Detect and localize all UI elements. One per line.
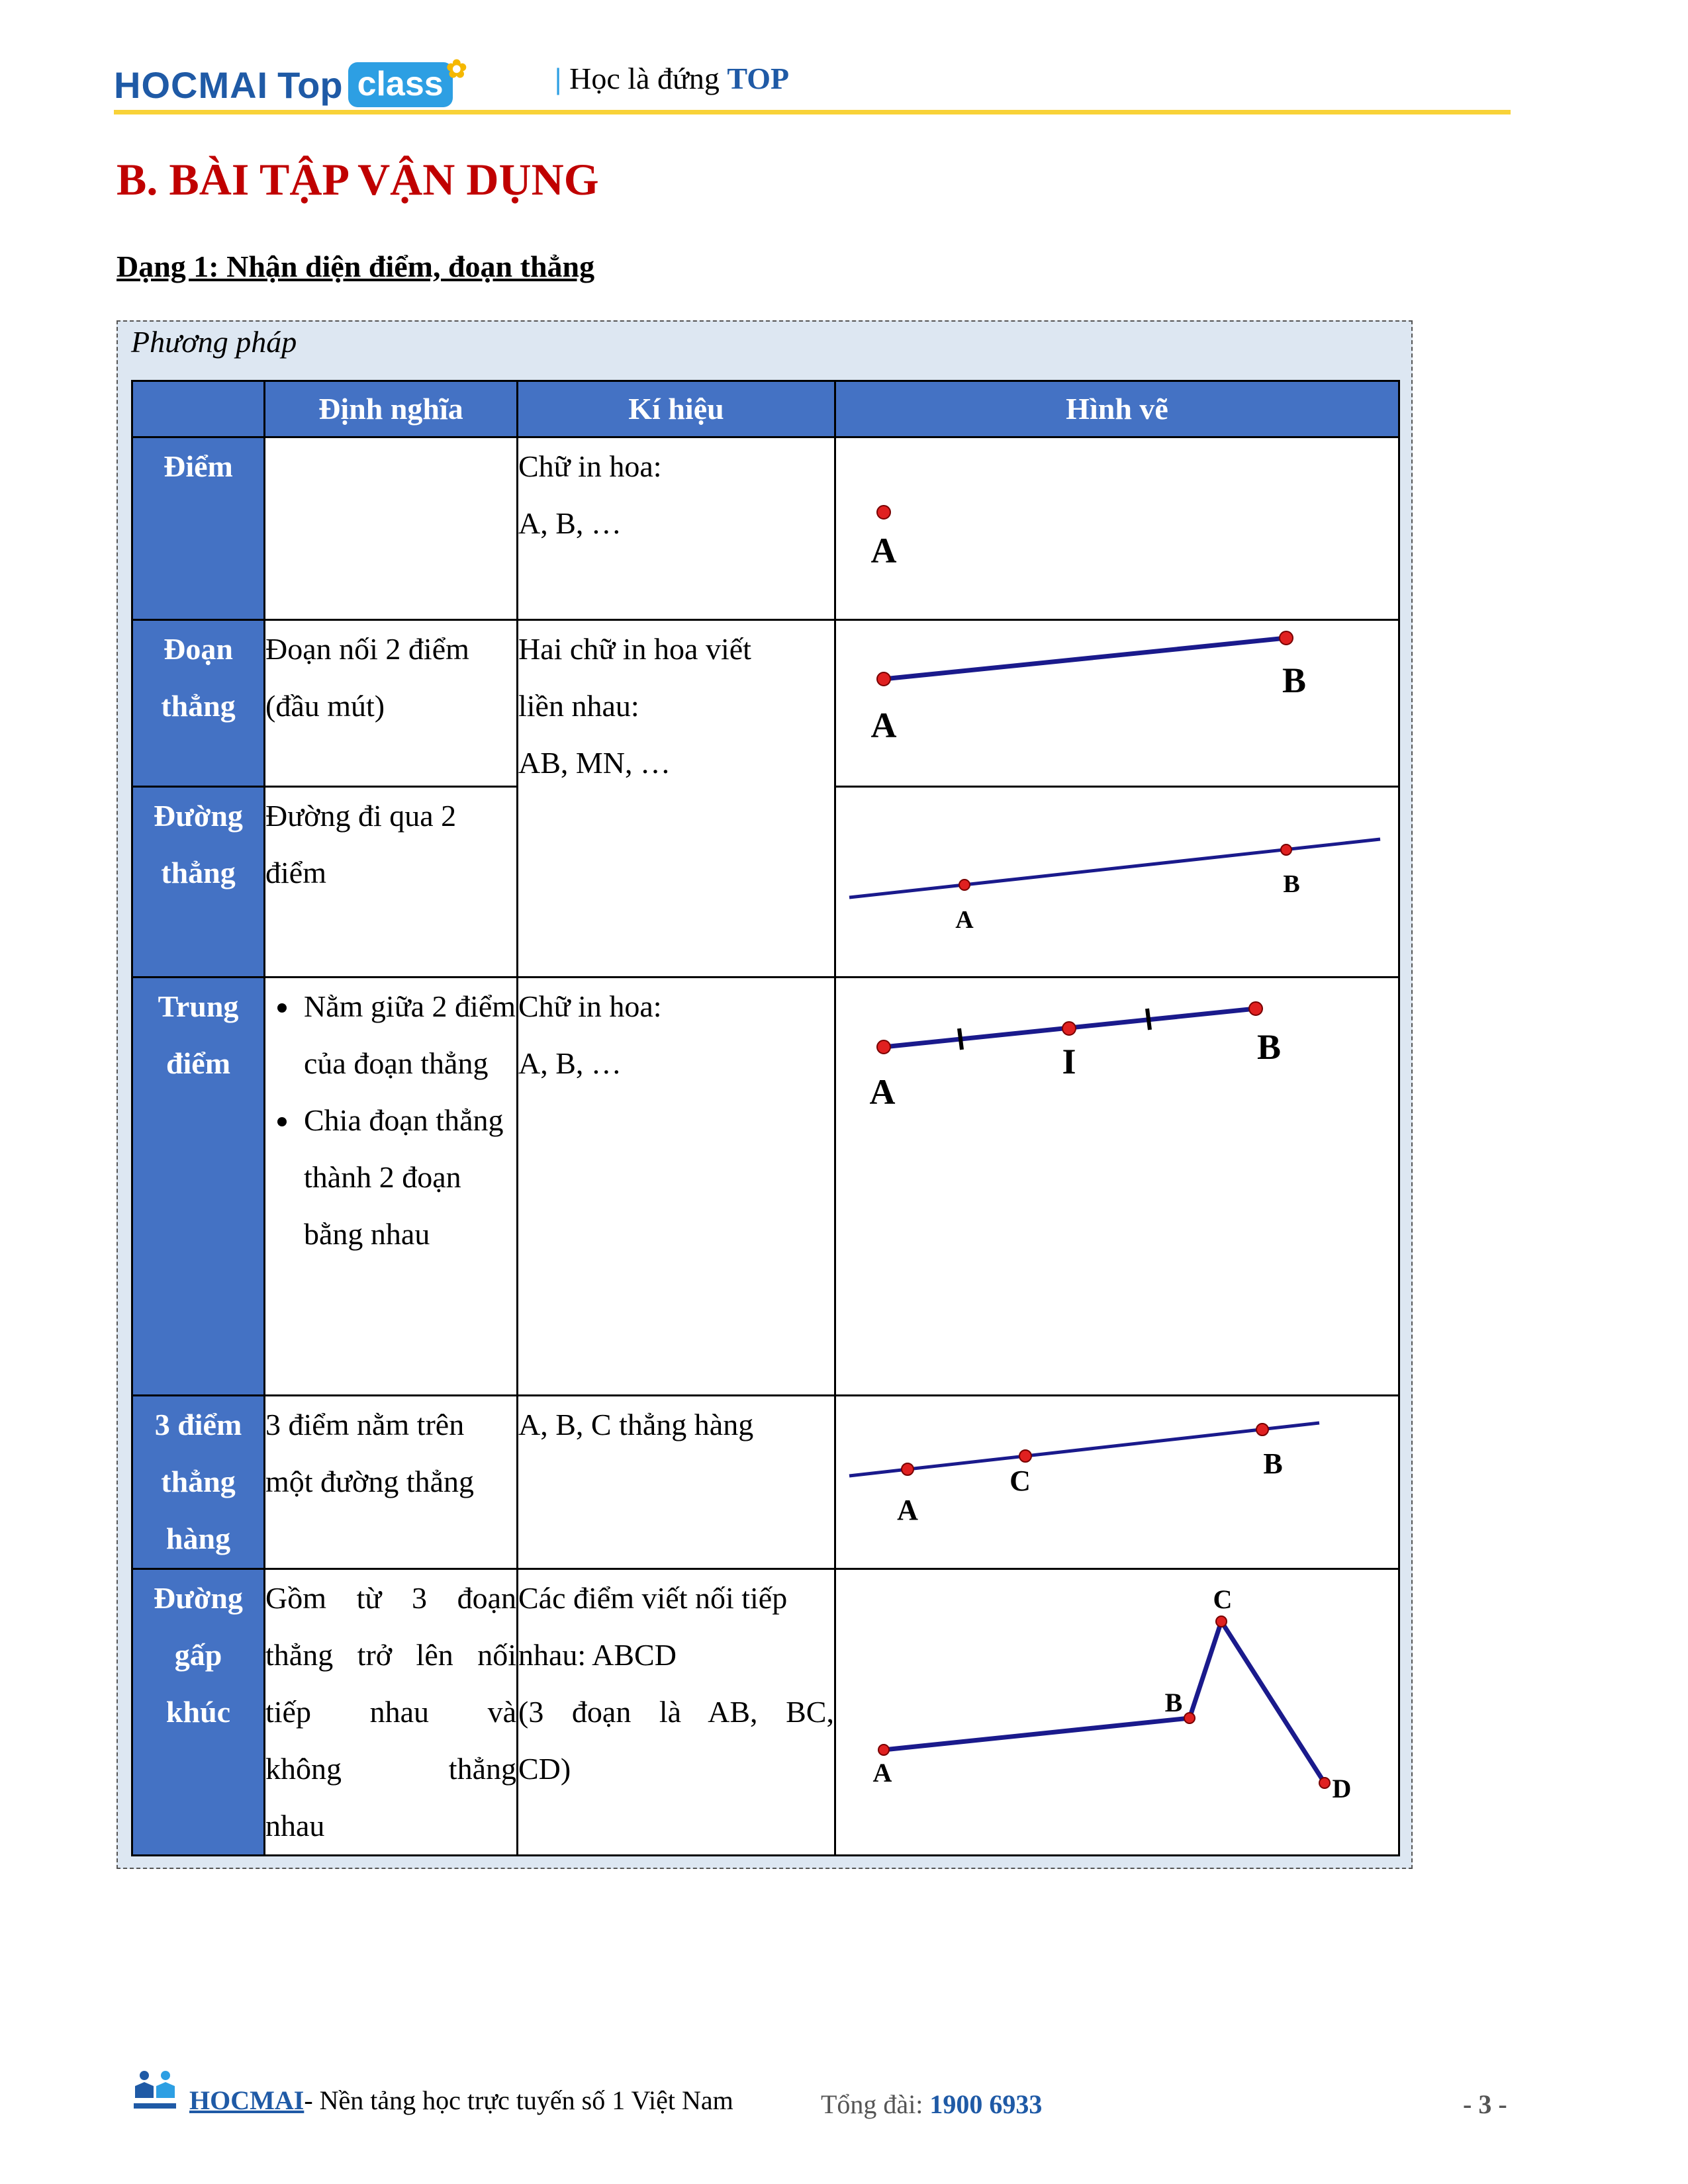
polyline-abcd	[884, 1621, 1325, 1783]
notation-line: Các điểm viết nối tiếp	[518, 1581, 788, 1615]
label-a: A	[870, 705, 897, 745]
row-head-line: Đoạn	[164, 632, 233, 666]
hotline-number: 1900 6933	[929, 2089, 1043, 2119]
notation-line: nhau: ABCD	[518, 1638, 677, 1672]
section-title: B. BÀI TẬP VẬN DỤNG	[117, 154, 599, 205]
footer-hotline	[821, 2089, 1042, 2120]
point-a	[877, 1040, 890, 1054]
notation-thang-hang	[518, 1396, 835, 1569]
notation-line: Chữ in hoa:	[518, 989, 662, 1023]
point-a	[959, 880, 970, 890]
definition-line: (đầu mút)	[265, 689, 385, 723]
tick-mark-left	[959, 1028, 962, 1050]
point-b	[1280, 631, 1293, 645]
point-c	[1216, 1616, 1227, 1627]
figure-trung-diem	[835, 978, 1399, 1396]
definition-bullet: • Chia đoạn thẳng thành 2 đoạn bằng nhau	[300, 1092, 516, 1263]
table-row-thang-hang	[132, 1396, 1399, 1569]
point-b	[1249, 1002, 1262, 1015]
definition-line: nhau	[265, 1809, 325, 1843]
row-head-trung-diem	[132, 978, 265, 1396]
notation-line: A, B, …	[518, 506, 622, 540]
row-head-line: 3 điểm	[154, 1408, 242, 1441]
point-c	[1019, 1450, 1031, 1462]
method-box-label: Phương pháp	[131, 325, 297, 359]
row-head-diem: Điểm	[132, 437, 265, 620]
tick-mark-right	[1147, 1009, 1150, 1030]
logo-top-text: Top	[277, 64, 343, 106]
row-head-line: gấp	[174, 1638, 222, 1672]
figure-duong-thang	[835, 787, 1399, 978]
row-head-line: thẳng	[161, 1465, 236, 1498]
definition-duong-thang	[265, 787, 518, 978]
point-b	[1256, 1424, 1268, 1435]
notation-line: A, B, C thẳng hàng	[518, 1408, 754, 1441]
table-row-gap-khuc	[132, 1569, 1399, 1856]
header-tagline	[555, 61, 789, 96]
definition-trung-diem	[265, 978, 518, 1396]
page-number: - 3 -	[1463, 2089, 1507, 2119]
hocmai-topclass-logo	[114, 56, 467, 111]
header-notation: Kí hiệu	[518, 381, 835, 437]
definition-line: một đường thẳng	[265, 1465, 475, 1498]
footer-slogan-line	[189, 2085, 733, 2116]
point-a	[877, 672, 890, 686]
label-c: C	[1213, 1584, 1233, 1614]
label-a: A	[870, 531, 897, 570]
label-b: B	[1283, 870, 1300, 898]
table-row-doan-thang	[132, 620, 1399, 787]
row-head-line: hàng	[165, 1522, 231, 1555]
figure-diem	[835, 437, 1399, 620]
polyline-figure	[836, 1570, 1400, 1856]
hocmai-footer-icon	[131, 2069, 179, 2111]
point-b	[1281, 844, 1291, 855]
definition-line: 3 điểm nằm trên	[265, 1408, 465, 1441]
header-empty-cell	[132, 381, 265, 437]
notation-line: Hai chữ in hoa viết	[518, 632, 751, 666]
notation-line: A, B, …	[518, 1046, 622, 1080]
point-figure	[836, 438, 1400, 621]
header-divider	[114, 110, 1511, 114]
footer-brand-link[interactable]: HOCMAI	[189, 2085, 305, 2115]
line-acb	[849, 1423, 1319, 1476]
definition-line: Gồm từ 3 đoạn	[265, 1581, 516, 1615]
tagline-separator: |	[555, 62, 562, 95]
logo-class-text: class	[357, 65, 444, 103]
midpoint-figure	[836, 978, 1400, 1396]
table-row-diem	[132, 437, 1399, 620]
star-icon: ✿	[445, 56, 467, 83]
notation-line: (3 đoạn là AB, BC,	[518, 1695, 834, 1729]
footer-slogan: - Nền tảng học trực tuyến số 1 Việt Nam	[304, 2085, 733, 2115]
segment-ab	[884, 638, 1286, 679]
row-head-line: điểm	[165, 1046, 231, 1080]
notation-line: Chữ in hoa:	[518, 449, 662, 483]
row-head-line: khúc	[165, 1695, 231, 1729]
row-head-thang-hang	[132, 1396, 265, 1569]
point-d	[1319, 1778, 1330, 1788]
line-ab	[849, 839, 1380, 897]
header-figure: Hình vẽ	[835, 381, 1399, 437]
subsection-title: Dạng 1: Nhận diện điểm, đoạn thẳng	[117, 250, 595, 283]
definition-line: điểm	[265, 856, 326, 889]
label-a: A	[872, 1758, 892, 1788]
collinear-figure	[836, 1396, 1400, 1570]
row-head-doan-thang	[132, 620, 265, 787]
point-i	[1062, 1022, 1076, 1035]
point-a	[902, 1463, 914, 1475]
label-a: A	[869, 1072, 896, 1112]
definition-line: Đường đi qua 2	[265, 799, 457, 833]
definition-line: tiếp nhau và	[265, 1695, 516, 1729]
row-head-duong-thang	[132, 787, 265, 978]
definition-bullet-list	[265, 978, 516, 1263]
label-b: B	[1164, 1688, 1183, 1717]
point-b	[1184, 1713, 1195, 1723]
figure-doan-thang	[835, 620, 1399, 787]
row-head-gap-khuc	[132, 1569, 265, 1856]
line-figure	[836, 788, 1400, 978]
definition-thang-hang	[265, 1396, 518, 1569]
label-a: A	[897, 1494, 918, 1526]
notation-doan-duong-thang	[518, 620, 835, 978]
notation-line: CD)	[518, 1752, 571, 1786]
row-head-line: thẳng	[161, 856, 236, 889]
label-b: B	[1256, 1027, 1282, 1067]
notation-gap-khuc	[518, 1569, 835, 1856]
logo-class-badge	[348, 56, 467, 107]
table-header-row	[132, 381, 1399, 437]
label-c: C	[1009, 1465, 1031, 1497]
row-head-line: Trung	[158, 989, 239, 1023]
definition-bullet: • Nằm giữa 2 điểm của đoạn thẳng	[300, 978, 516, 1092]
label-b: B	[1282, 660, 1307, 700]
notation-diem	[518, 437, 835, 620]
logo-hocmai-text: HOCMAI	[114, 64, 269, 106]
table-row-trung-diem	[132, 978, 1399, 1396]
segment-figure	[836, 621, 1400, 788]
hotline-label: Tổng đài:	[821, 2089, 930, 2119]
label-a: A	[955, 906, 974, 934]
row-head-line: Đường	[154, 799, 243, 833]
row-head-line: Đường	[154, 1581, 243, 1615]
definition-doan-thang	[265, 620, 518, 787]
label-i: I	[1062, 1042, 1076, 1081]
definition-line: thẳng trở lên nối	[265, 1638, 516, 1672]
definition-table	[131, 380, 1400, 1856]
row-head-line: thẳng	[161, 689, 236, 723]
notation-trung-diem	[518, 978, 835, 1396]
definition-gap-khuc	[265, 1569, 518, 1856]
point-a	[877, 506, 890, 519]
header-definition: Định nghĩa	[265, 381, 518, 437]
tagline-top: TOP	[727, 62, 790, 95]
definition-diem	[265, 437, 518, 620]
label-d: D	[1332, 1774, 1352, 1803]
figure-thang-hang	[835, 1396, 1399, 1569]
notation-line: liền nhau:	[518, 689, 639, 723]
label-b: B	[1263, 1447, 1283, 1480]
point-a	[878, 1745, 889, 1755]
figure-gap-khuc	[835, 1569, 1399, 1856]
tagline-prefix: Học là đứng	[569, 62, 720, 95]
notation-line: AB, MN, …	[518, 746, 671, 780]
definition-line: Đoạn nối 2 điểm	[265, 632, 469, 666]
definition-line: không thẳng	[265, 1752, 516, 1786]
